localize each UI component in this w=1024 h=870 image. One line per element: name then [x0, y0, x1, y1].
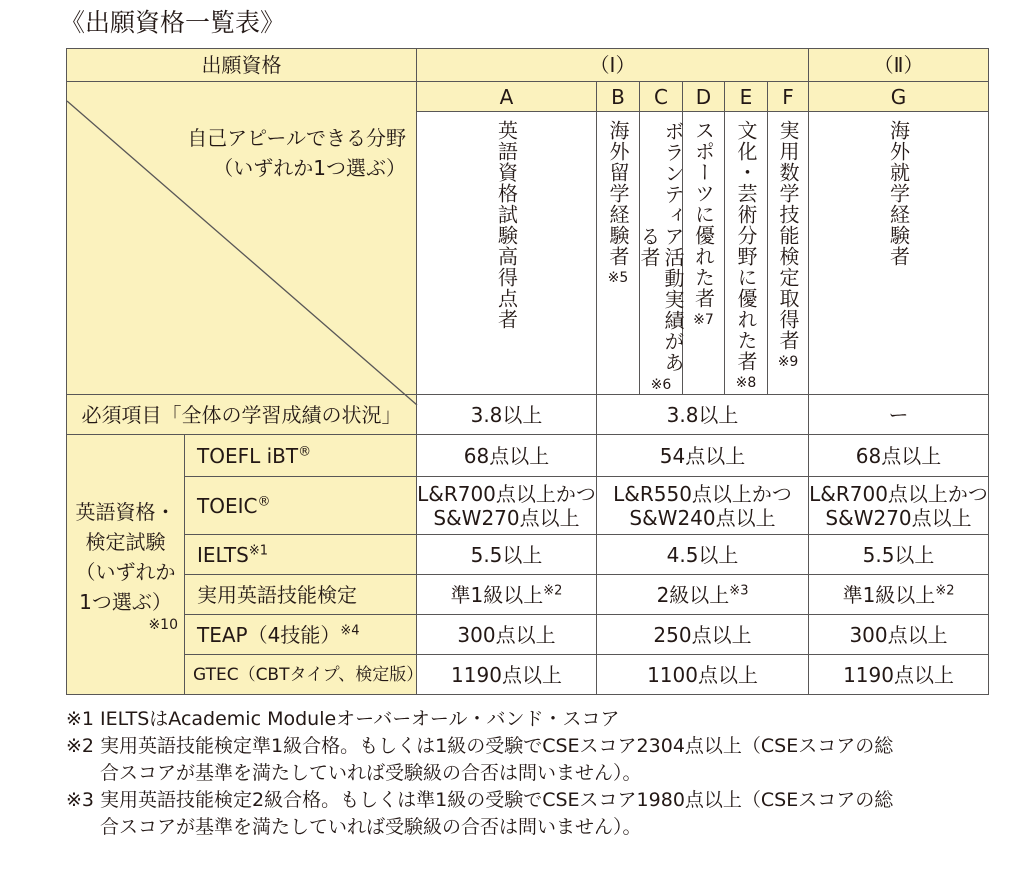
col-field-f [768, 112, 809, 395]
cell-g-text: 1190点以上 [843, 662, 954, 687]
table-row [67, 575, 989, 615]
field-d-note: ※7 [693, 312, 714, 328]
row-label-text: IELTS [197, 542, 249, 567]
footnote-2-cont: 合スコアが基準を満たしていれば受験級の合否は問いません）。 [100, 762, 642, 784]
cell-bf-text: 54点以上 [659, 443, 746, 468]
row-label-text: TEAP（4技能） [197, 622, 341, 647]
cell-bf [597, 615, 809, 655]
cell-bf [597, 655, 809, 695]
english-category-note: ※10 [148, 616, 178, 633]
row-label-sup: ® [257, 493, 271, 509]
row-label-text: TOEIC [197, 493, 258, 518]
footnote-3: ※3 実用英語技能検定2級合格。もしくは準1級の受験でCSEスコア1980点以上（CSEスコアの総 [66, 789, 894, 811]
table-row [67, 615, 989, 655]
header-row-1 [67, 49, 989, 82]
col-letter-f: F [768, 82, 809, 112]
cell-bf [597, 535, 809, 575]
required-a: 3.8以上 [417, 395, 597, 435]
field-c-note: ※6 [650, 377, 672, 393]
header-qualification: 出願資格 [67, 49, 417, 82]
cell-a-text: 68点以上 [463, 443, 550, 468]
cell-g-text: 5.5以上 [862, 542, 935, 567]
field-e-text: 文化・芸術分野に優れた者 [734, 120, 758, 372]
cell-g-text: 300点以上 [849, 622, 948, 647]
cell-g [809, 477, 989, 535]
english-category-line-4: 1つ選ぶ） [79, 589, 172, 614]
cell-a [417, 477, 597, 535]
row-label-text: GTEC（CBTタイプ、検定版） [193, 664, 424, 685]
col-field-g [809, 112, 989, 395]
field-c-text: ボランティア活動実績がある者 [637, 121, 685, 373]
footnotes [66, 706, 1006, 841]
row-label-sup: ※1 [248, 542, 269, 558]
required-g: ー [809, 395, 989, 435]
cell-g-text: 68点以上 [855, 443, 942, 468]
required-label: 必須項目「全体の学習成績の状況」 [67, 395, 417, 435]
row-label-sup: ※4 [340, 622, 360, 638]
field-a-text: 英語資格試験高得点者 [494, 120, 519, 330]
cell-g [809, 615, 989, 655]
row-label-text: 実用英語技能検定 [197, 582, 357, 607]
row-label-text: TOEFL iBT [197, 443, 299, 468]
english-category-line-3: （いずれか [75, 559, 176, 584]
cell-bf [597, 477, 809, 535]
table-row [67, 477, 989, 535]
cell-g-line-1: L&R700点以上かつ [809, 481, 988, 506]
header-group-1: （Ⅰ） [417, 49, 809, 82]
qualification-table [66, 48, 989, 695]
cell-a [417, 655, 597, 695]
col-letter-e: E [725, 82, 768, 112]
cell-a-text: 300点以上 [457, 622, 556, 647]
table-row [67, 535, 989, 575]
cell-g [809, 575, 989, 615]
col-letter-c: C [640, 82, 683, 112]
cell-a-line-1: L&R700点以上かつ [417, 481, 596, 506]
english-category-line-2: 検定試験 [85, 529, 166, 554]
cell-g-sup: ※2 [935, 582, 955, 598]
col-field-a [417, 112, 597, 395]
cell-g [809, 535, 989, 575]
diagonal-cell [67, 82, 417, 395]
col-field-c [637, 112, 685, 395]
row-label-sup: ® [298, 443, 312, 459]
field-g-text: 海外就学経験者 [886, 120, 911, 267]
row-label-toeic [185, 477, 417, 535]
cell-a-text: 5.5以上 [470, 542, 543, 567]
cell-bf-text: 250点以上 [653, 622, 752, 647]
field-f-note: ※9 [777, 354, 799, 370]
cell-a-sup: ※2 [543, 582, 563, 598]
english-category [67, 435, 185, 695]
cell-a [417, 615, 597, 655]
cell-bf [597, 575, 809, 615]
cell-bf [597, 435, 809, 477]
row-label-gtec [185, 655, 424, 695]
row-label-eiken [185, 575, 417, 615]
header-row-letters [67, 82, 989, 112]
footnote-2: ※2 実用英語技能検定準1級合格。もしくは1級の受験でCSEスコア2304点以上（CSEスコアの総 [66, 735, 894, 757]
table-row [67, 655, 989, 695]
header-group-2: （Ⅱ） [809, 49, 989, 82]
field-b-text: 海外留学経験者 [606, 120, 630, 267]
cell-g [809, 655, 989, 695]
english-category-line-1: 英語資格・ [75, 499, 176, 524]
field-label: 自己アピールできる分野 [187, 126, 406, 150]
col-field-b [597, 112, 640, 395]
field-b-note: ※5 [607, 270, 629, 286]
row-label-teap [185, 615, 417, 655]
cell-a [417, 535, 597, 575]
cell-a-text: 準1級以上 [450, 582, 544, 607]
field-d-text: スポーツに優れた者 [691, 120, 716, 309]
cell-bf-text: 4.5以上 [666, 542, 739, 567]
footnote-1: ※1 IELTSはAcademic Moduleオーバーオール・バンド・スコア [66, 708, 620, 730]
col-letter-a: A [417, 82, 597, 112]
col-field-e [725, 112, 768, 395]
cell-a [417, 435, 597, 477]
footnote-3-cont: 合スコアが基準を満たしていれば受験級の合否は問いません）。 [100, 816, 642, 838]
row-label-toefl [185, 435, 417, 477]
cell-a-line-2: S&W270点以上 [433, 505, 580, 530]
cell-g [809, 435, 989, 477]
cell-bf-line-1: L&R550点以上かつ [613, 481, 792, 506]
col-letter-d: D [683, 82, 725, 112]
cell-a-text: 1190点以上 [451, 662, 562, 687]
cell-a [417, 575, 597, 615]
field-choose-one: （いずれか1つ選ぶ） [213, 156, 406, 180]
required-bf: 3.8以上 [597, 395, 809, 435]
cell-g-line-2: S&W270点以上 [825, 505, 972, 530]
page-title: 《出願資格一覧表》 [60, 8, 286, 37]
col-letter-g: G [809, 82, 989, 112]
table-row [67, 435, 989, 477]
cell-g-text: 準1級以上 [842, 582, 936, 607]
cell-bf-line-2: S&W240点以上 [629, 505, 776, 530]
field-e-note: ※8 [735, 375, 757, 391]
cell-bf-sup: ※3 [729, 582, 749, 598]
field-f-text: 実用数学技能検定取得者 [776, 120, 801, 351]
col-field-d [683, 112, 725, 395]
cell-bf-text: 2級以上 [656, 582, 730, 607]
row-label-ielts [185, 535, 417, 575]
col-letter-b: B [597, 82, 640, 112]
cell-bf-text: 1100点以上 [647, 662, 758, 687]
